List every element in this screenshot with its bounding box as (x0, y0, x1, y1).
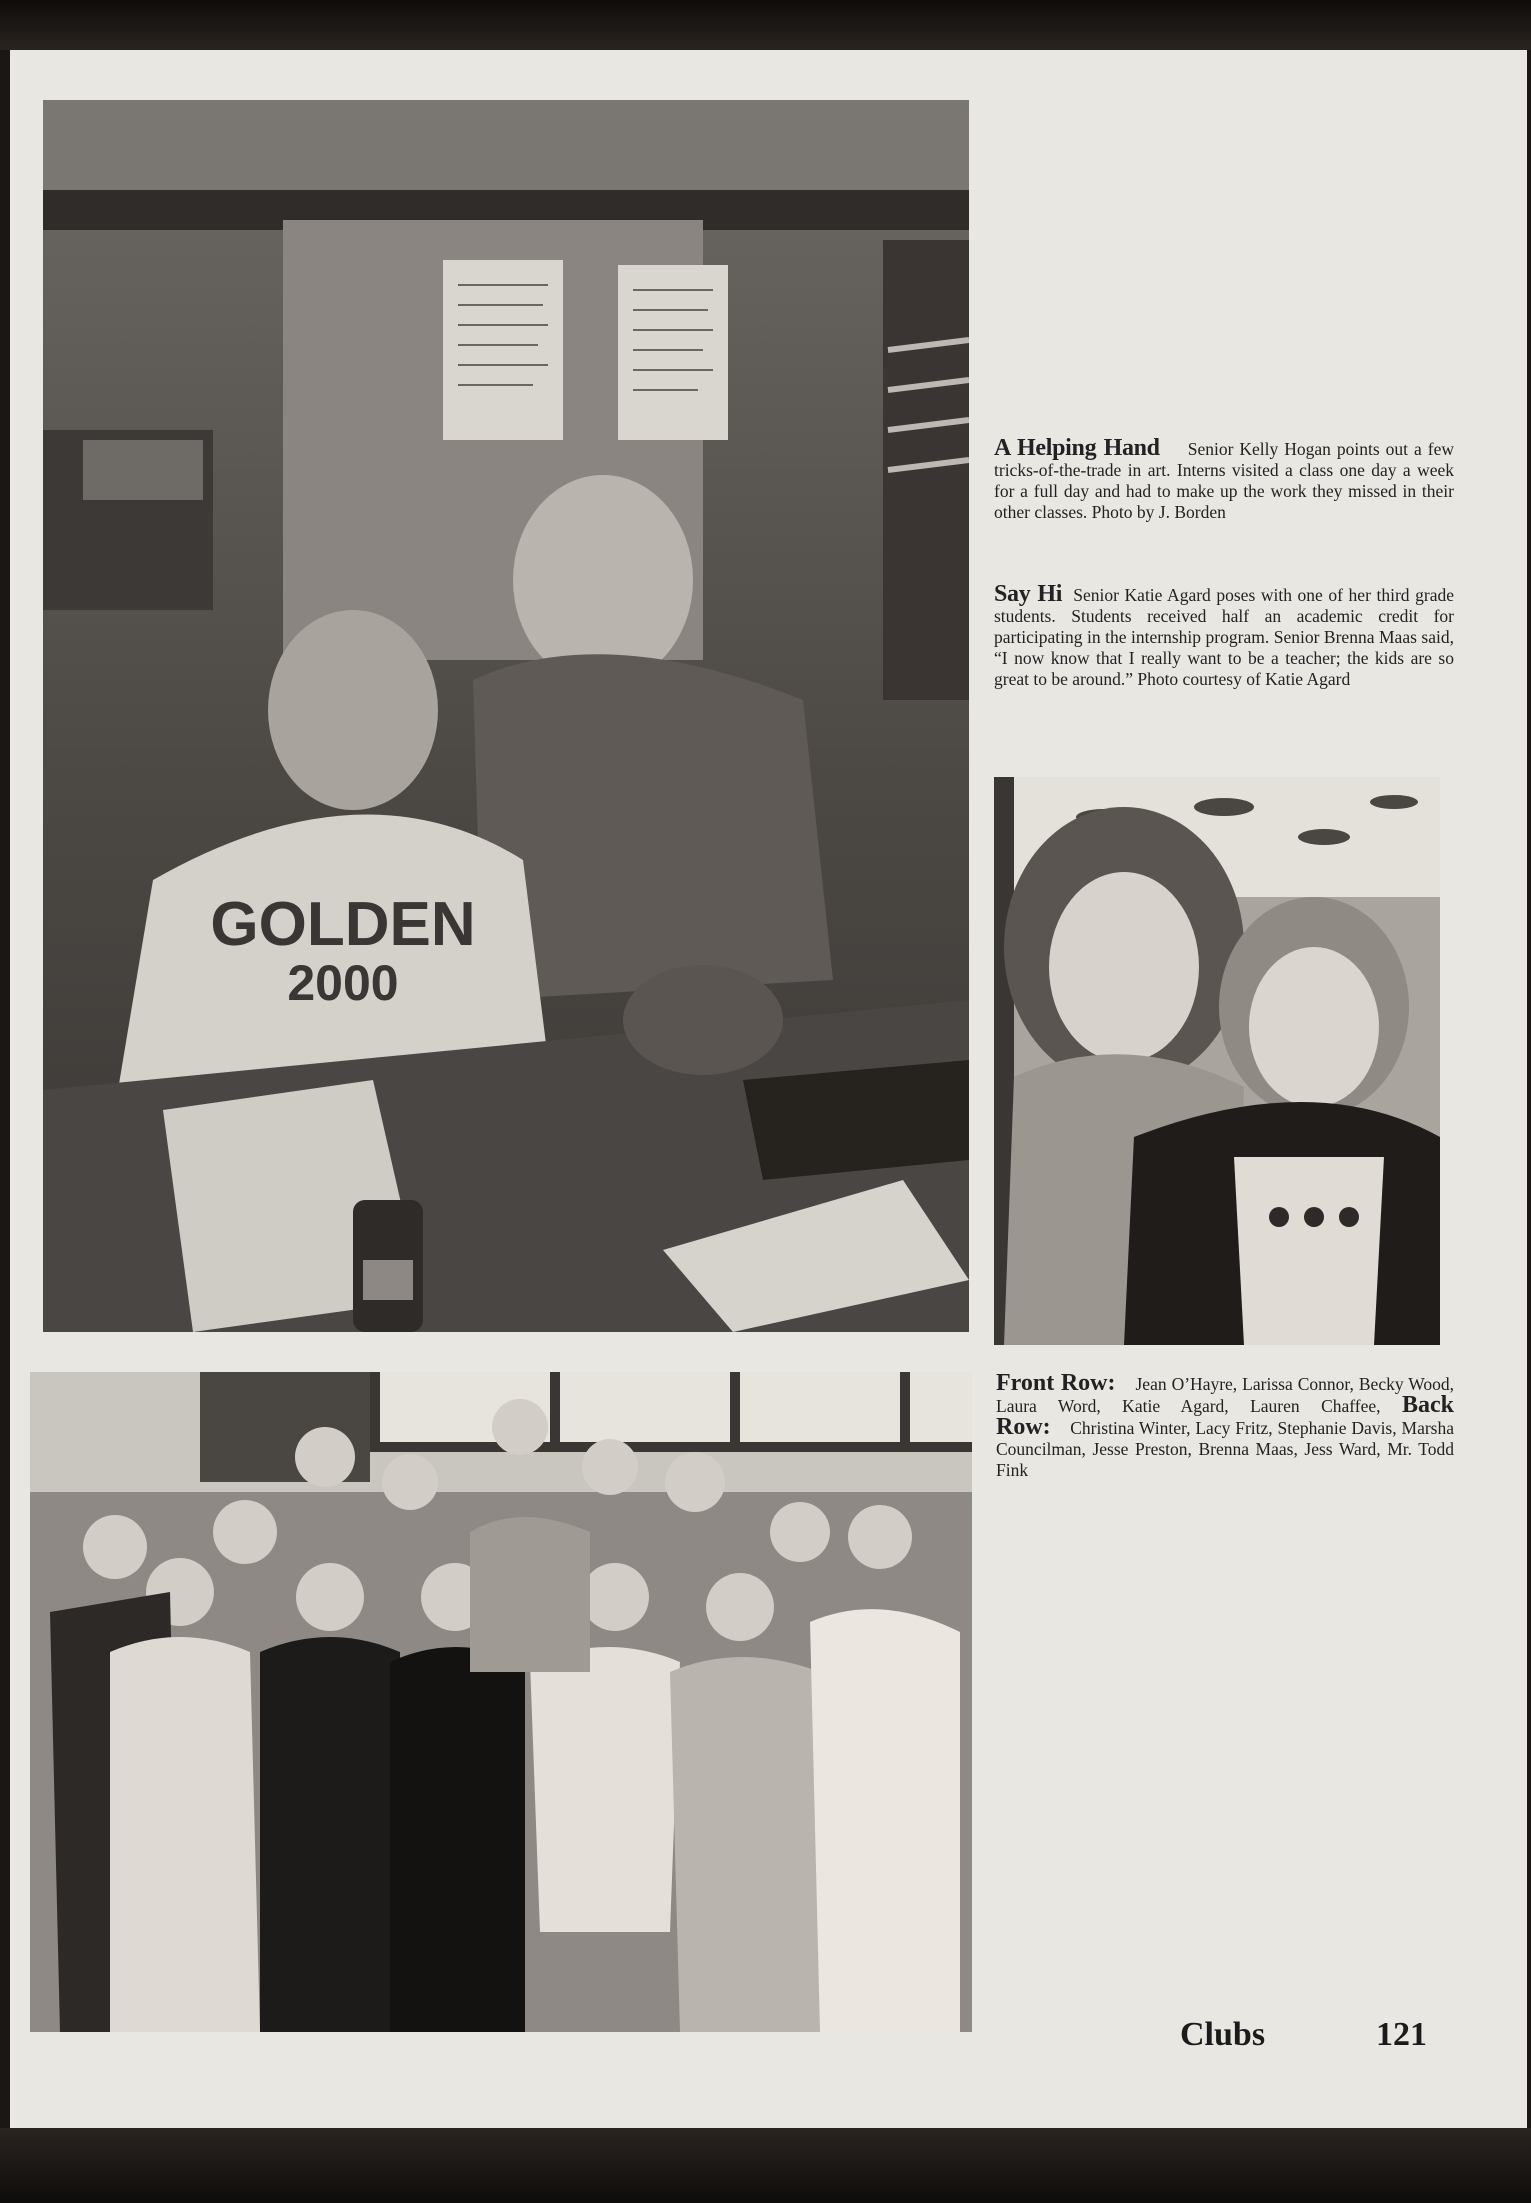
back-row-label: Back Row: (996, 1392, 1455, 1440)
page-number: 121 (1376, 2016, 1427, 2053)
student-with-child-photo (994, 777, 1440, 1345)
yearbook-page (10, 50, 1527, 2128)
group-roster-caption (996, 1370, 1455, 1481)
caption-text: Senior Katie Agard poses with one of her third grade students. Students received half an academic credit for participating in the internship program. Senior Brenna Maas said, “I now know that I really want to be a teacher; the kids are so great to be around.” Photo courtesy of Katie Agard (994, 585, 1454, 689)
section-name: Clubs (1180, 2016, 1266, 2053)
scan-top-edge (0, 0, 1531, 50)
say-hi-caption (994, 581, 1454, 690)
caption-text: Senior Kelly Hogan points out a few tricks-of-the-trade in art. Interns visited a class one day a week for a full day and had to make up the work they missed in their other classes. Photo by J. Borden (994, 439, 1454, 522)
caption-heading: Say Hi (994, 581, 1063, 607)
front-row-names: Jean O’Hayre, Larissa Connor, Becky Wood, Laura Word, Katie Agard, Lauren Chaffee, (996, 1374, 1455, 1416)
caption-heading: A Helping Hand (994, 435, 1160, 461)
sweatshirt-text-top: GOLDEN (210, 890, 476, 959)
club-group-photo (30, 1372, 972, 2032)
scan-bottom-edge (0, 2128, 1531, 2203)
back-row-names: Christina Winter, Lacy Fritz, Stephanie Davis, Marsha Councilman, Jesse Preston, Brenna Maas, Jess Ward, Mr. Todd Fink (996, 1418, 1454, 1480)
sweatshirt-text-bottom: 2000 (287, 955, 399, 1011)
helping-hand-caption (994, 435, 1454, 523)
front-row-label: Front Row: (996, 1370, 1116, 1396)
art-class-photo (43, 100, 969, 1332)
